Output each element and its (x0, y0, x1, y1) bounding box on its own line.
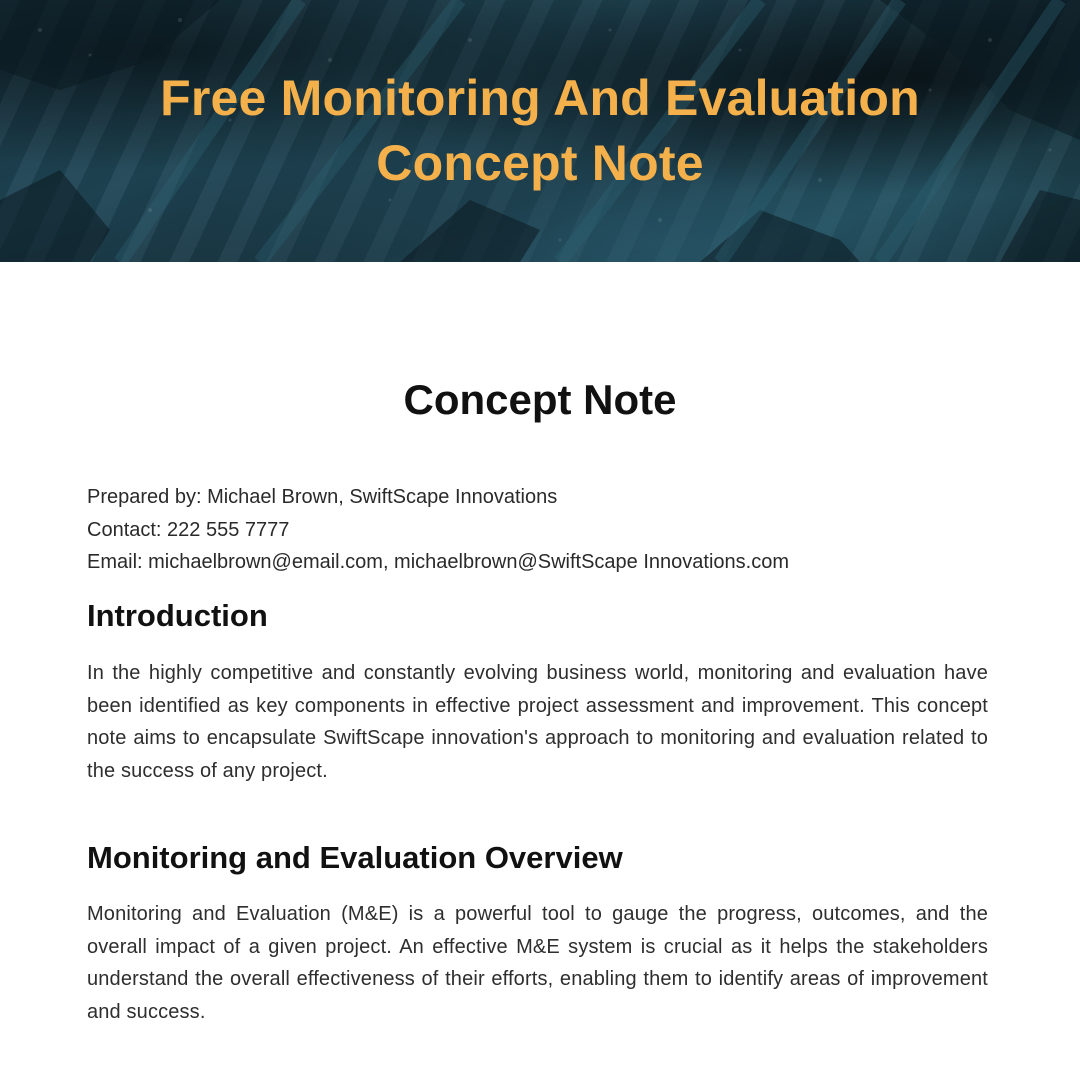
header-banner (0, 0, 1080, 262)
email: Email: michaelbrown@email.com, michaelbrown@SwiftScape Innovations.com (87, 551, 789, 573)
document-meta (87, 481, 997, 579)
banner-title-line-1: Free Monitoring And Evaluation (160, 70, 920, 126)
prepared-by: Prepared by: Michael Brown, SwiftScape Innovations (87, 486, 558, 508)
section-body-overview: Monitoring and Evaluation (M&E) is a powerful tool to gauge the progress, outcomes, and the overall impact of a given project. An effective M&E system is crucial as it helps the stakeholders understand the overall effectiveness of their efforts, enabling them to identify areas of improvement and success. (87, 903, 988, 1023)
section-heading-introduction: Introduction (87, 598, 268, 633)
document-title: Concept Note (403, 376, 677, 423)
banner-title (0, 66, 1080, 196)
section-body-introduction: In the highly competitive and constantly evolving business world, monitoring and evaluation have been identified as key components in effective project assessment and improvement. This concept note aims to encapsulate SwiftScape innovation's approach to monitoring and evaluation related to the success of any project. (87, 662, 988, 782)
section-heading-overview: Monitoring and Evaluation Overview (87, 840, 623, 875)
contact: Contact: 222 555 7777 (87, 518, 290, 541)
banner-title-line-2: Concept Note (376, 135, 704, 191)
